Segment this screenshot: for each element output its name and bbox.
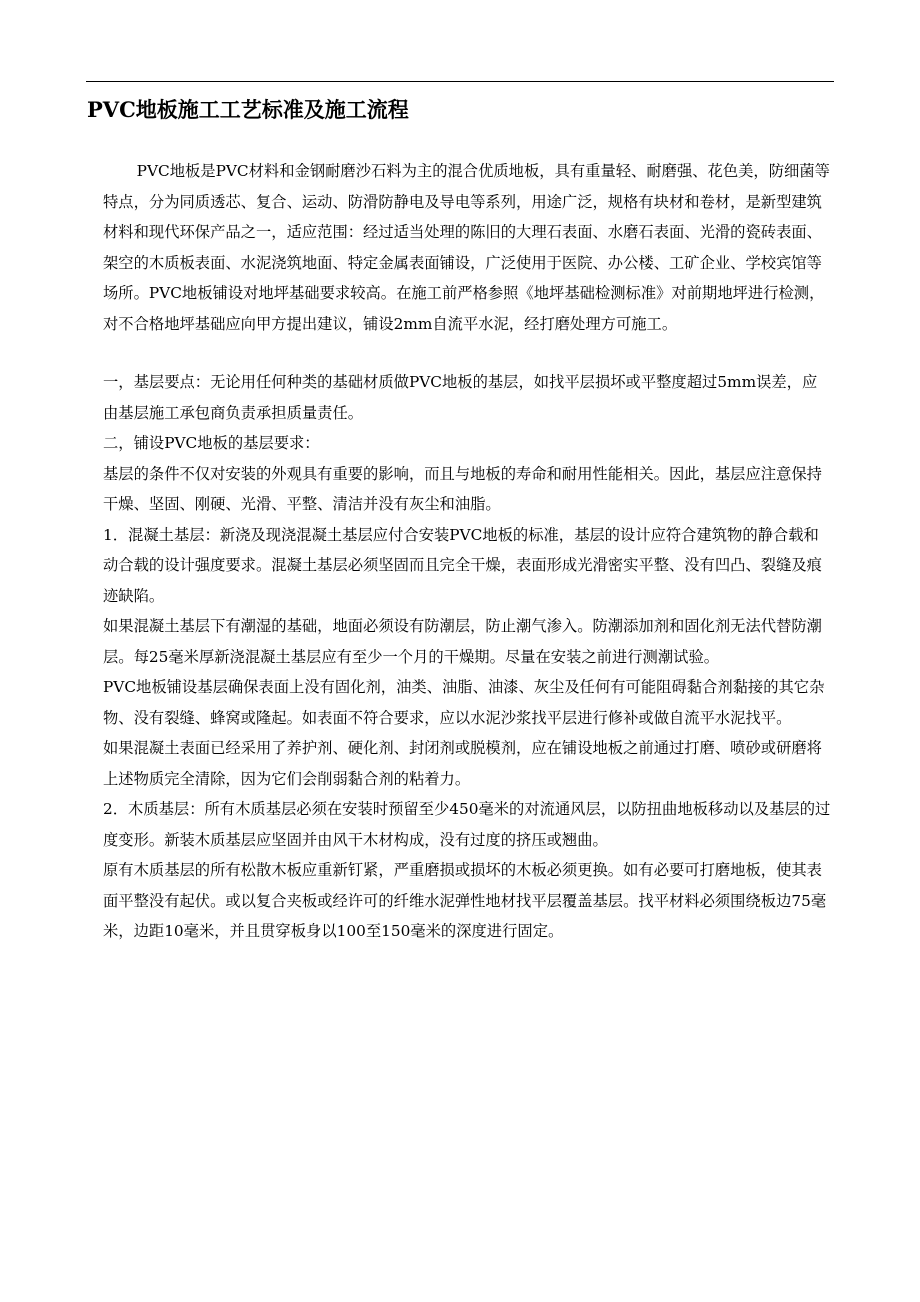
base-key-points-paragraph: 一，基层要点：无论用任何种类的基础材质做PVC地板的基层，如找平层损坏或平整度超过5mm误差，应由基层施工承包商负责承担质量责任。 [103, 373, 818, 422]
base-conditions-paragraph: 基层的条件不仅对安装的外观具有重要的影响，而且与地板的寿命和耐用性能相关。因此，基层应注意保持干燥、坚固、刚硬、光滑、平整、清洁并没有灰尘和油脂。 [103, 464, 822, 513]
curing-agent-removal-paragraph: 如果混凝土表面已经采用了养护剂、硬化剂、封闭剂或脱模剂，应在铺设地板之前通过打磨、喷砂或研磨将上述物质完全清除，因为它们会削弱黏合剂的粘着力。 [103, 739, 822, 788]
base-requirements-heading: 二，铺设PVC地板的基层要求： [103, 434, 320, 452]
paragraph-spacer [103, 339, 831, 367]
moisture-barrier-paragraph: 如果混凝土基层下有潮湿的基础，地面必须设有防潮层，防止潮气渗入。防潮添加剂和固化剂无法代替防潮层。每25毫米厚新浇混凝土基层应有至少一个月的干燥期。尽量在安装之前进行测潮试验。 [103, 617, 822, 666]
surface-cleanliness-paragraph: PVC地板铺设基层确保表面上没有固化剂，油类、油脂、油漆、灰尘及任何有可能阻碍黏合剂黏接的其它杂物、没有裂缝、蜂窝或隆起。如表面不符合要求，应以水泥沙浆找平层进行修补或做自流平水泥找平。 [103, 678, 825, 727]
concrete-base-paragraph: 1．混凝土基层：新浇及现浇混凝土基层应付合安装PVC地板的标准，基层的设计应符合建筑物的静合载和动合载的设计强度要求。混凝土基层必须坚固而且完全干燥，表面形成光滑密实平整、没有凹凸、裂缝及痕迹缺陷。 [103, 525, 822, 605]
document-title: PVC地板施工工艺标准及施工流程 [87, 97, 409, 122]
existing-wood-base-paragraph: 原有木质基层的所有松散木板应重新钉紧，严重磨损或损坏的木板必须更换。如有必要可打磨地板，使其表面平整没有起伏。或以复合夹板或经许可的纤维水泥弹性地材找平层覆盖基层。找平材料必须围绕板边75毫米，边距10毫米，并且贯穿板身以100至150毫米的深度进行固定。 [103, 861, 827, 940]
header-rule [86, 81, 834, 82]
document-body [103, 156, 831, 947]
intro-paragraph: PVC地板是PVC材料和金钢耐磨沙石料为主的混合优质地板，具有重量轻、耐磨强、花色美，防细菌等特点，分为同质透芯、复合、运动、防滑防静电及导电等系列，用途广泛，规格有块材和卷材，是新型建筑材料和现代环保产品之一，适应范围：经过适当处理的陈旧的大理石表面、水磨石表面、光滑的瓷砖表面、架空的木质板表面、水泥浇筑地面、特定金属表面铺设，广泛使用于医院、办公楼、工矿企业、学校宾馆等场所。PVC地板铺设对地坪基础要求较高。在施工前严格参照《地坪基础检测标准》对前期地坪进行检测，对不合格地坪基础应向甲方提出建议，铺设2mm自流平水泥，经打磨处理方可施工。 [103, 162, 830, 333]
wood-base-paragraph: 2．木质基层：所有木质基层必须在安装时预留至少450毫米的对流通风层，以防扭曲地板移动以及基层的过度变形。新装木质基层应坚固并由风干木材构成，没有过度的挤压或翘曲。 [103, 800, 831, 849]
